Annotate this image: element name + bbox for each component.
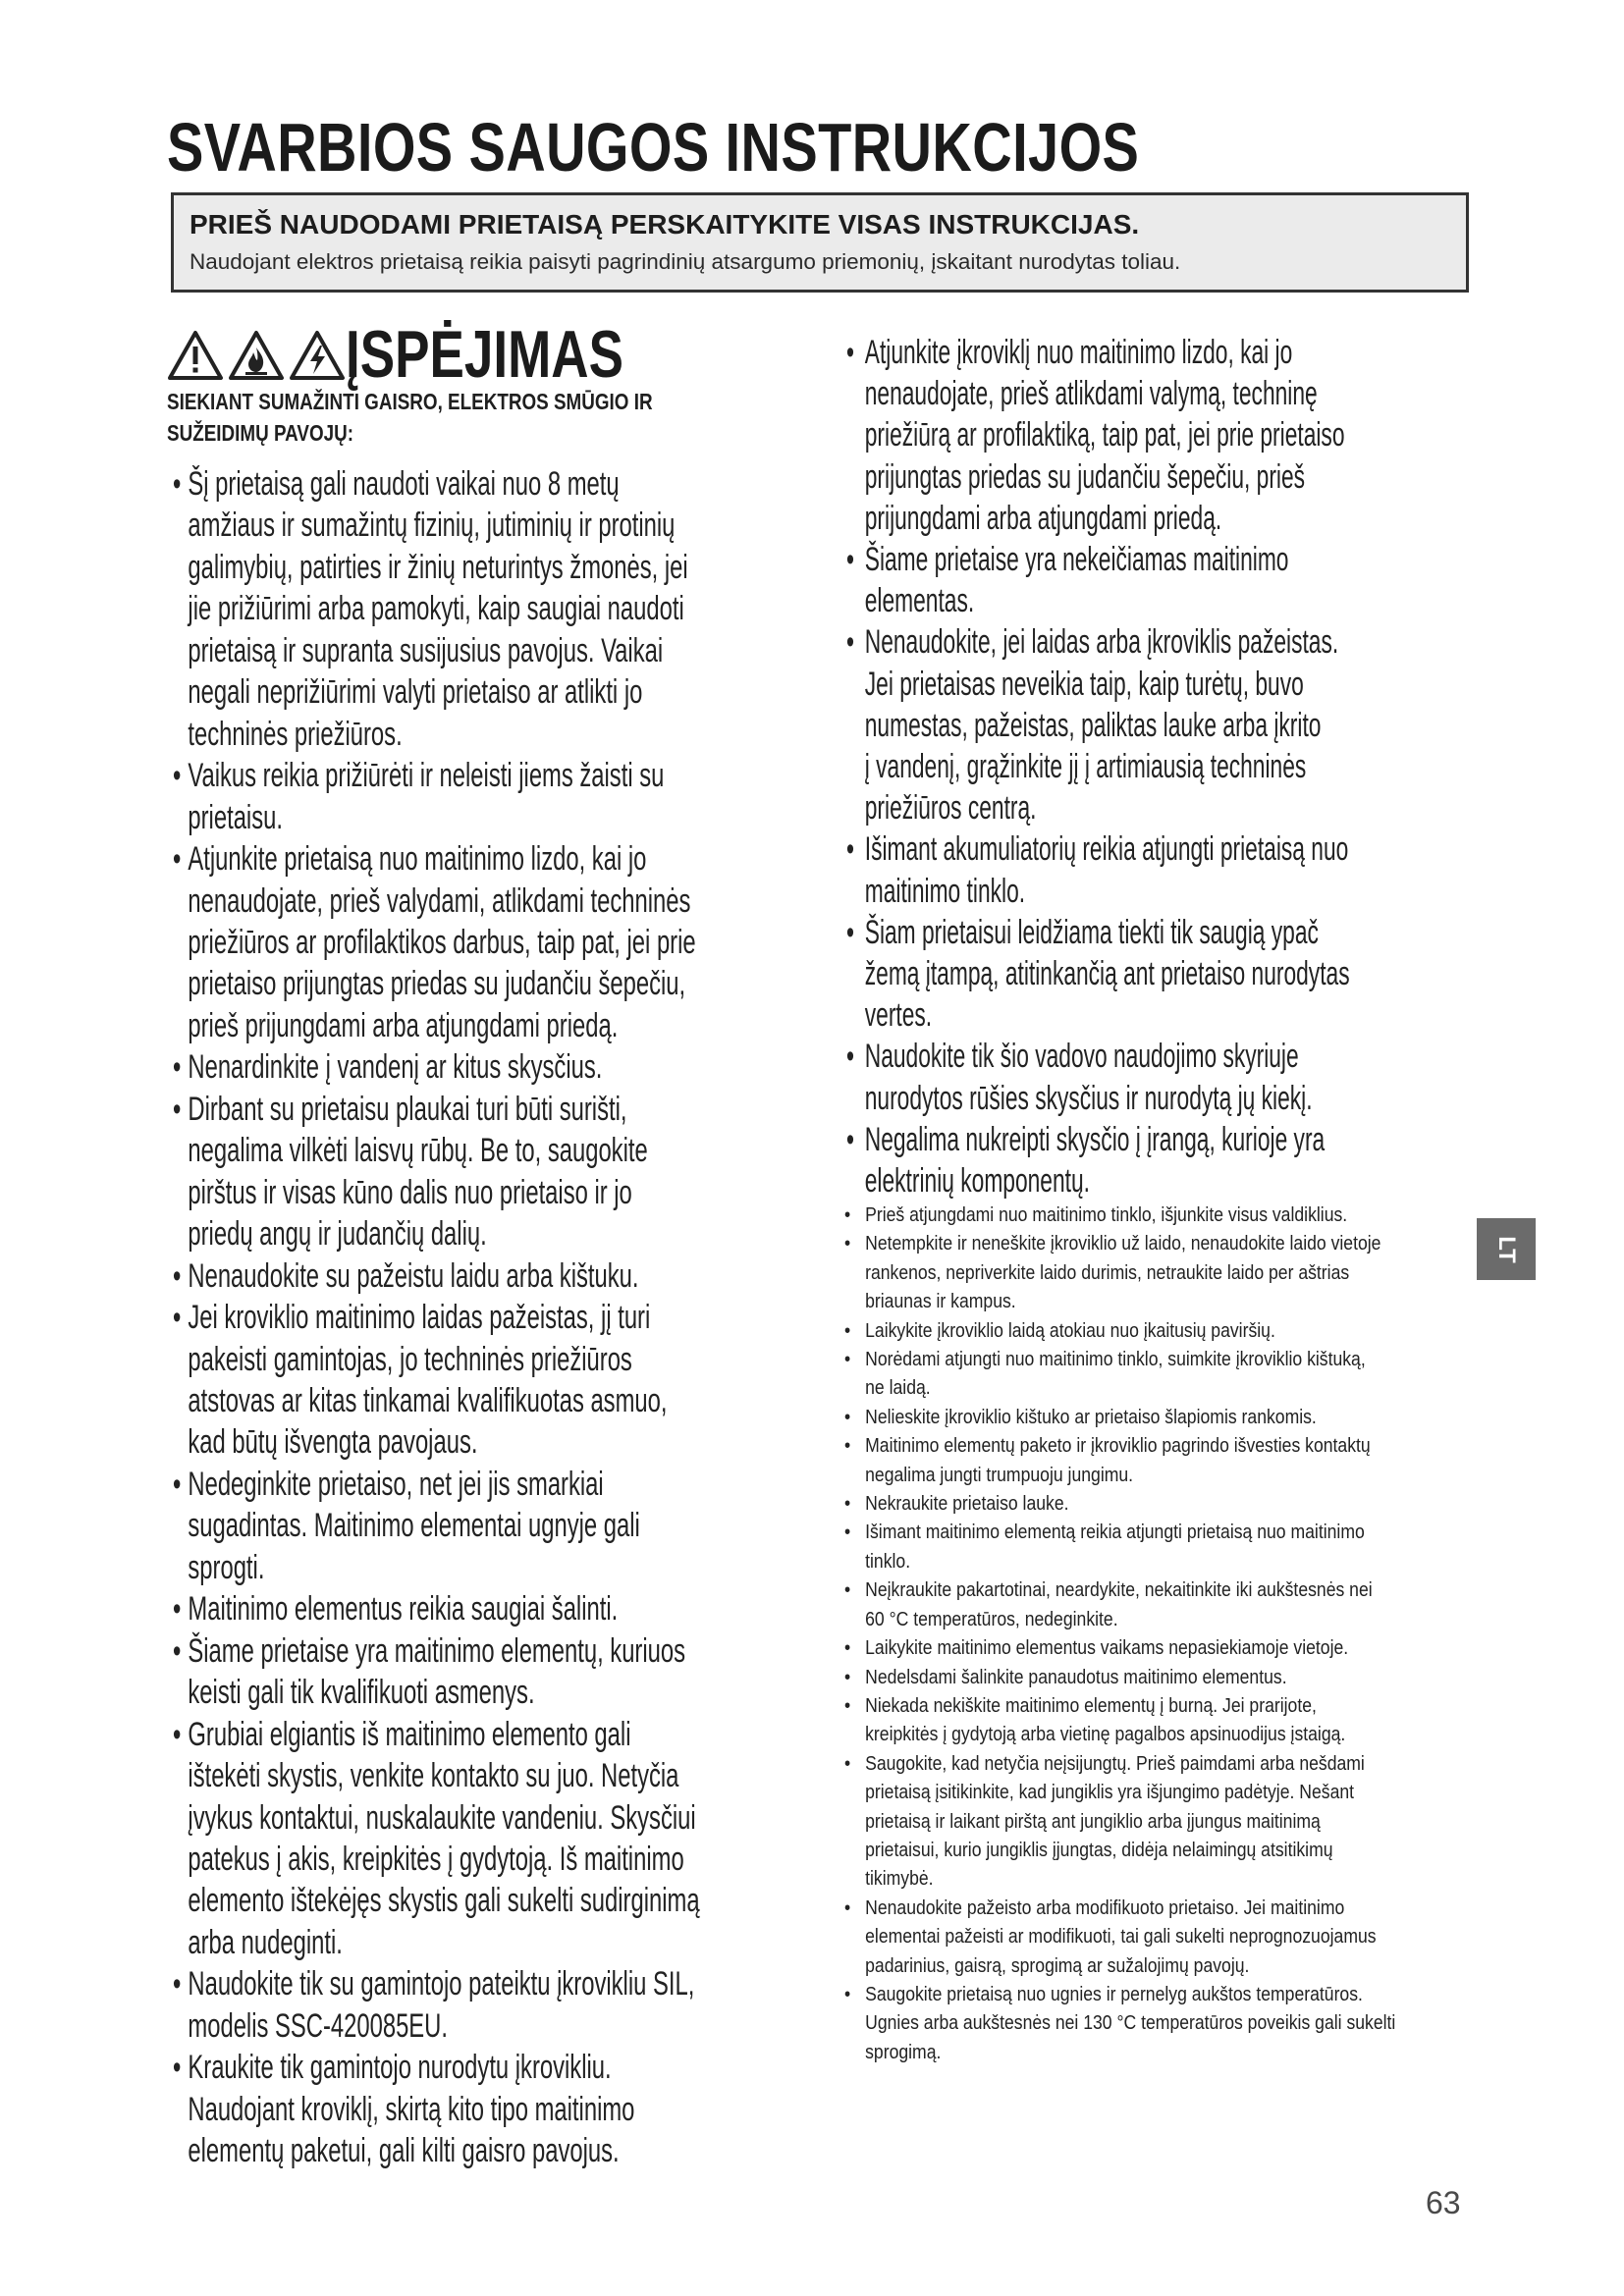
left-bullet-item [173, 463, 801, 755]
bullet-line: • Nelieskite įkroviklio kištuko ar prietaiso šlapiomis rankomis. [865, 1406, 1317, 1428]
bullet-line: elementas. [864, 582, 975, 620]
bullet-line: • Niekada nekiškite maitinimo elementų į burną. Jei prarijote, [865, 1694, 1317, 1717]
bullet-line: • Nenaudokite su pažeistu laidu arba kištuku. [188, 1256, 639, 1295]
left-bullet-item [173, 1630, 801, 1714]
right-bullet-item [846, 828, 1475, 911]
left-bullet-item [173, 838, 801, 1046]
right-bullet-item [846, 1119, 1475, 1201]
small-bullet-item [844, 1664, 1473, 1692]
bullet-line: prietaisą įsitikinkite, kad jungiklis yra išjungimo padėtyje. Nešant [865, 1782, 1355, 1804]
bullet-line: modelis SSC-420085EU. [188, 2006, 448, 2045]
page-title: SVARBIOS SAUGOS INSTRUKCIJOS [167, 109, 1140, 186]
bullet-line: ištekėti skystis, venkite kontakto su juo. Netyčia [188, 1757, 679, 1795]
bullet-line: patekus į akis, kreipkitės į gydytoją. Iš maitinimo [188, 1840, 684, 1878]
bullet-line: tikimybė. [865, 1868, 934, 1891]
bullet-line: • Jei kroviklio maitinimo laidas pažeistas, jį turi [188, 1299, 651, 1337]
small-bullet-item [844, 1432, 1473, 1490]
bullet-line: • Grubiai elgiantis iš maitinimo elemento gali [188, 1715, 631, 1753]
bullet-line: • Nedeginkite prietaiso, net jei jis smarkiai [188, 1465, 604, 1503]
bullet-line: pirštus ir visas kūno dalis nuo prietaiso ir jo [188, 1173, 632, 1211]
bullet-line: ne laidą. [865, 1377, 931, 1400]
bullet-line: • Naudokite tik šio vadovo naudojimo skyriuje [864, 1038, 1299, 1076]
exclamation-warning-icon [167, 330, 224, 381]
bullet-line: • Šį prietaisą gali naudoti vaikai nuo 8 metų [188, 465, 620, 503]
small-bullet-item [844, 1230, 1473, 1316]
left-bullet-item [173, 1464, 801, 1588]
bullet-line: žemą įtampą, atitinkančią ant prietaiso nurodytas [864, 955, 1350, 993]
bullet-line: jie prižiūrimi arba pamokyti, kaip saugiai naudoti [188, 590, 684, 628]
electric-shock-warning-icon [289, 330, 346, 381]
bullet-line: Naudojant kroviklį, skirtą kito tipo maitinimo [188, 2090, 635, 2128]
small-bullet-item [844, 1346, 1473, 1404]
bullet-line: • Naudokite tik su gamintojo pateiktu įkrovikliu SIL, [188, 1965, 695, 2003]
bullet-line: prietaisui, kurio jungiklis įjungtas, didėja nelaimingų atsitikimų [865, 1839, 1333, 1861]
left-bullet-item [173, 1588, 801, 1629]
notice-heading: PRIEŠ NAUDODAMI PRIETAISĄ PERSKAITYKITE VISAS INSTRUKCIJAS. [189, 209, 1140, 240]
bullet-line: negalima vilkėti laisvų rūbų. Be to, saugokite [188, 1132, 648, 1170]
notice-text: Naudojant elektros prietaisą reikia paisyti pagrindinių atsargumo priemonių, įskaitant nurodytas toliau. [189, 249, 1181, 274]
bullet-line: negalima jungti trumpuoju jungimu. [865, 1464, 1134, 1486]
bullet-line: • Netempkite ir neneškite įkroviklio už laido, nenaudokite laido vietoje [865, 1233, 1381, 1255]
bullet-line: į vandenį, grąžinkite jį į artimiausią techninės [864, 748, 1307, 786]
bullet-line: elementų paketui, gali kilti gaisro pavojus. [188, 2132, 620, 2170]
bullet-line: galimybių, patirties ir žinių neturintys žmonės, jei [188, 548, 688, 586]
bullet-line: keisti gali tik kvalifikuoti asmenys. [188, 1674, 535, 1712]
bullet-line: numestas, pažeistas, paliktas lauke arba įkrito [864, 706, 1322, 744]
bullet-line: • Prieš atjungdami nuo maitinimo tinklo, išjunkite visus valdiklius. [865, 1204, 1348, 1226]
bullet-line: • Laikykite maitinimo elementus vaikams nepasiekiamoje vietoje. [865, 1637, 1349, 1660]
right-bullet-item [846, 621, 1475, 828]
bullet-line: kad būtų išvengta pavojaus. [188, 1423, 478, 1462]
bullet-line: • Maitinimo elementų paketo ir įkroviklio pagrindo išvesties kontaktų [865, 1435, 1371, 1458]
bullet-line: • Maitinimo elementus reikia saugiai šalinti. [188, 1590, 619, 1629]
left-bullet-item [173, 1255, 801, 1297]
bullet-line: arba nudeginti. [188, 1923, 343, 1961]
bullet-line: • Atjunkite prietaisą nuo maitinimo lizdo, kai jo [188, 840, 647, 879]
bullet-line: • Išimant maitinimo elementą reikia atjungti prietaisą nuo maitinimo [865, 1522, 1365, 1544]
bullet-line: negali neprižiūrimi valyti prietaiso ar atlikti jo [188, 673, 643, 712]
bullet-line: • Laikykite įkroviklio laidą atokiau nuo įkaitusių paviršių. [865, 1319, 1275, 1342]
bullet-line: prietaisu. [188, 798, 283, 836]
bullet-line: • Nenardinkite į vandenį ar kitus skysčius. [188, 1048, 603, 1087]
bullet-line: • Nenaudokite pažeisto arba modifikuoto prietaiso. Jei maitinimo [865, 1896, 1345, 1919]
small-bullet-item [844, 1519, 1473, 1576]
bullet-line: prietaisą ir supranta susijusius pavojus. Vaikai [188, 631, 664, 669]
bullet-line: • Šiame prietaise yra nekeičiamas maitinimo [864, 541, 1289, 579]
warning-subtitle-line: SUŽEIDIMŲ PAVOJŲ: [167, 420, 354, 446]
page-number: 63 [1426, 2185, 1461, 2220]
bullet-line: • Nedelsdami šalinkite panaudotus maitinimo elementus. [865, 1666, 1287, 1688]
warning-icons [167, 330, 346, 381]
bullet-line: • Išimant akumuliatorių reikia atjungti prietaisą nuo [864, 830, 1349, 869]
bullet-line: • Vaikus reikia prižiūrėti ir neleisti jiems žaisti su [188, 757, 665, 795]
left-bullet-item [173, 755, 801, 838]
bullet-line: maitinimo tinklo. [864, 872, 1026, 910]
small-bullet-item [844, 1981, 1473, 2067]
bullet-line: priedų angų ir judančių dalių. [188, 1215, 487, 1254]
bullet-line: • Atjunkite įkroviklį nuo maitinimo lizdo, kai jo [864, 334, 1293, 371]
left-bullet-item [173, 1046, 801, 1088]
bullet-line: rankenos, nepriverkite laido durimis, netraukite laido per aštrias [865, 1261, 1350, 1284]
bullet-line: • Neįkraukite pakartotinai, neardykite, nekaitinkite iki aukštesnės nei [865, 1579, 1373, 1602]
bullet-line: nenaudojate, prieš atlikdami valymą, techninę [864, 375, 1318, 413]
small-bullet-item [844, 1692, 1473, 1750]
language-tab-label: LT [1493, 1235, 1520, 1263]
bullet-line: nenaudojate, prieš valydami, atlikdami techninės [188, 881, 691, 920]
bullet-line: sprogimą. [865, 2041, 942, 2063]
bullet-line: elektrinių komponentų. [864, 1162, 1090, 1201]
bullet-line: prijungdami arba atjungdami priedą. [864, 499, 1222, 537]
warning-subtitle-line: SIEKIANT SUMAŽINTI GAISRO, ELEKTROS SMŪGIO IR [167, 389, 653, 414]
bullet-line: priežiūros ar profilaktikos darbus, taip pat, jei prie [188, 923, 696, 961]
bullet-line: padarinius, gaisrą, sprogimą ar sužalojimų pavojų. [865, 1954, 1250, 1977]
left-bullet-item [173, 1963, 801, 2047]
left-instruction-list [173, 463, 801, 2172]
bullet-line: briaunas ir kampus. [865, 1291, 1016, 1313]
bullet-line: amžiaus ir sumažintų fizinių, jutiminių ir protinių [188, 507, 676, 545]
notice-box [171, 192, 1469, 293]
small-bullet-item [844, 1895, 1473, 1981]
bullet-line: prijungtas priedas su judančiu šepečiu, prieš [864, 457, 1306, 496]
bullet-line: priežiūros centrą. [864, 789, 1037, 828]
right-bullet-item [846, 912, 1475, 1037]
bullet-line: • Nenaudokite, jei laidas arba įkroviklis pažeistas. [864, 623, 1339, 662]
language-tab [1477, 1218, 1536, 1280]
small-instruction-list [844, 1201, 1473, 2067]
bullet-line: Jei prietaisas neveikia taip, kaip turėtų, buvo [864, 665, 1304, 703]
bullet-line: • Šiame prietaise yra maitinimo elementų, kuriuos [188, 1631, 686, 1670]
bullet-line: pakeisti gamintojas, jo techninės priežiūros [188, 1340, 632, 1378]
left-bullet-item [173, 1297, 801, 1464]
bullet-line: techninės priežiūros. [188, 715, 403, 753]
left-bullet-item [173, 1714, 801, 1964]
bullet-line: • Negalima nukreipti skysčio į įrangą, kurioje yra [864, 1120, 1326, 1158]
right-bullet-item [846, 1036, 1475, 1118]
bullet-line: priežiūrą ar profilaktiką, taip pat, jei prie prietaiso [864, 416, 1345, 454]
small-bullet-item [844, 1750, 1473, 1895]
bullet-line: prieš prijungdami arba atjungdami priedą. [188, 1006, 619, 1044]
warning-subtitle [167, 386, 653, 449]
bullet-line: sprogti. [188, 1548, 265, 1586]
bullet-line: įvykus kontaktui, nuskalaukite vandeniu. Skysčiui [188, 1798, 696, 1837]
small-bullet-item [844, 1317, 1473, 1346]
bullet-line: vertes. [864, 996, 933, 1035]
bullet-line: • Saugokite, kad netyčia neįsijungtų. Prieš paimdami arba nešdami [865, 1752, 1365, 1775]
bullet-line: prietaisą ir laikant pirštą ant jungiklio arba įjungus maitinimą [865, 1810, 1321, 1833]
right-bullet-item [846, 539, 1475, 621]
left-bullet-item [173, 1089, 801, 1255]
small-bullet-item [844, 1404, 1473, 1432]
right-instruction-list [846, 332, 1475, 1201]
small-bullet-item [844, 1490, 1473, 1519]
bullet-line: Ugnies arba aukštesnės nei 130 °C temperatūros poveikis gali sukelti [865, 2012, 1396, 2035]
bullet-line: elemento ištekėjęs skystis gali sukelti sudirginimą [188, 1882, 700, 1920]
right-bullet-item [846, 332, 1475, 539]
bullet-line: prietaiso prijungtas priedas su judančiu šepečiu, [188, 965, 686, 1003]
bullet-line: elementai pažeisti ar modifikuoti, tai gali sukelti neprognozuojamus [865, 1926, 1377, 1949]
small-bullet-item [844, 1201, 1473, 1230]
bullet-line: 60 °C temperatūros, nedeginkite. [865, 1608, 1118, 1630]
bullet-line: • Nekraukite prietaiso lauke. [865, 1493, 1069, 1516]
small-bullet-item [844, 1576, 1473, 1634]
small-bullet-item [844, 1634, 1473, 1663]
bullet-line: tinklo. [865, 1550, 911, 1573]
warning-label: ĮSPĖJIMAS [346, 317, 623, 392]
bullet-line: kreipkitės į gydytoją arba vietinę pagalbos apsinuodijus įstaigą. [865, 1724, 1346, 1746]
left-bullet-item [173, 2047, 801, 2171]
bullet-line: • Saugokite prietaisą nuo ugnies ir pernelyg aukštos temperatūros. [865, 1983, 1363, 2005]
bullet-line: • Dirbant su prietaisu plaukai turi būti surišti, [188, 1090, 627, 1128]
fire-warning-icon [228, 330, 285, 381]
bullet-line: • Šiam prietaisui leidžiama tiekti tik saugią ypač [864, 913, 1319, 951]
bullet-line: atstovas ar kitas tinkamai kvalifikuotas asmuo, [188, 1381, 668, 1419]
bullet-line: nurodytos rūšies skysčius ir nurodytą jų kiekį. [864, 1079, 1313, 1117]
bullet-line: sugadintas. Maitinimo elementai ugnyje gali [188, 1507, 640, 1545]
bullet-line: • Kraukite tik gamintojo nurodytu įkrovikliu. [188, 2049, 612, 2087]
bullet-line: • Norėdami atjungti nuo maitinimo tinklo, suimkite įkroviklio kištuką, [865, 1349, 1366, 1371]
